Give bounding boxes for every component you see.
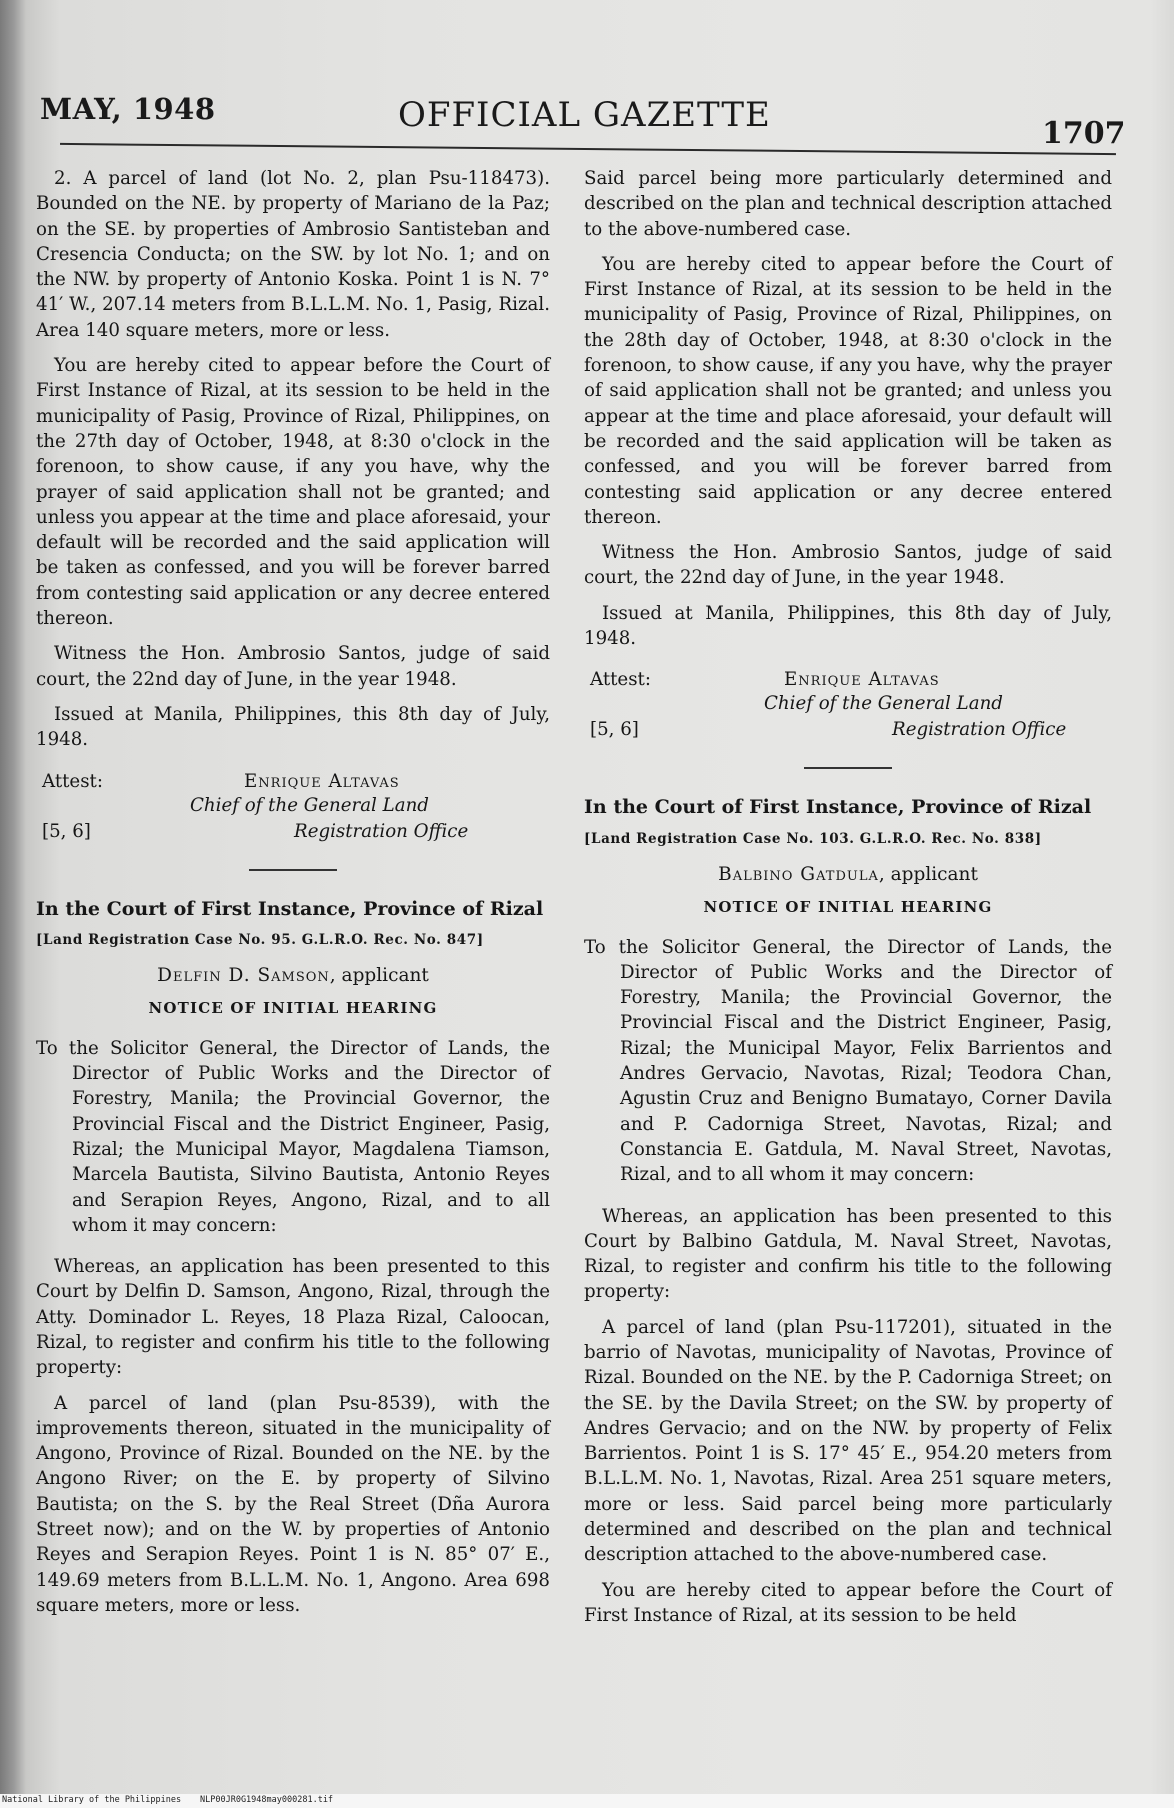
issue-date: MAY, 1948 <box>40 92 216 126</box>
applicant-line <box>584 862 1112 887</box>
library-credit: National Library of the Philippines <box>2 1795 182 1805</box>
property-paragraph: A parcel of land (plan Psu-8539), with the improvements thereon, situated in the municipality of Angono, Province of Rizal. Bounded on the NE. by the Angono River; on the E. by property of Silvino Bautista; on the S. by the Real Street (Dña Aurora Street now); and on the W. by properties of Antonio Reyes and Serapion Reyes. Point 1 is N. 85° 07′ E., 149.69 meters from B.L.L.M. No. 1, Angono. Area 698 square meters, more or less. <box>36 1392 550 1616</box>
left-column <box>36 166 550 1628</box>
case-line: [Land Registration Case No. 95. G.L.R.O. Rec. No. 847] <box>36 931 484 948</box>
issued-paragraph: Issued at Manila, Philippines, this 8th day of July, 1948. <box>584 602 1112 650</box>
notice-title: NOTICE OF INITIAL HEARING <box>148 999 438 1018</box>
applicant-name: Balbino Gatdula <box>718 863 879 885</box>
notice-title: NOTICE OF INITIAL HEARING <box>703 898 993 917</box>
attest-title-line2: Registration Office <box>892 719 1067 741</box>
page-number: 1707 <box>1042 116 1126 151</box>
applicant-name: Delfin D. Samson <box>157 965 330 987</box>
cited-paragraph: You are hereby cited to appear before the Court of First Instance of Rizal, at its session to be held in the municipality of Pasig, Province of Rizal, Philippines, on the 27th day of October, 1948, at 8:30 o'clock in the forenoon, to show cause, if any you have, why the prayer of said application shall not be granted; and unless you appear at the time and place aforesaid, your default will be recorded and the said application will be taken as confessed, and you will be forever barred from contesting said application or any decree entered thereon. <box>36 355 550 630</box>
scan-filename: NLP00JR0G1948may000281.tif <box>200 1795 334 1805</box>
attest-reference: [5, 6] <box>590 719 639 741</box>
right-column <box>584 166 1112 1638</box>
attest-signatory: Enrique Altavas <box>244 770 400 792</box>
court-heading: In the Court of First Instance, Province of Rizal <box>36 897 544 920</box>
issued-paragraph: Issued at Manila, Philippines, this 8th day of July, 1948. <box>36 703 550 751</box>
attest-reference: [5, 6] <box>42 820 91 842</box>
attest-title-line1: Chief of the General Land <box>764 693 1003 715</box>
cited-paragraph: You are hereby cited to appear before the Court of First Instance of Rizal, at its session to be held in the municipality of Pasig, Province of Rizal, Philippines, on the 28th day of October, 1948, at 8:30 o'clock in the forenoon, to show cause, if any you have, why the prayer of said application shall not be granted; and unless you appear at the time and place aforesaid, your default will be recorded and the said application will be taken as confessed, and you will be forever barred from contesting said application or any decree entered thereon. <box>584 253 1112 528</box>
section-divider <box>249 869 337 871</box>
applicant-suffix: , applicant <box>878 863 978 885</box>
applicant-suffix: , applicant <box>329 965 429 987</box>
attest-label: Attest: <box>42 770 103 792</box>
court-heading: In the Court of First Instance, Province of Rizal <box>584 796 1092 819</box>
applicant-line <box>36 963 550 988</box>
addressee-paragraph: To the Solicitor General, the Director of Lands, the Director of Public Works and the Director of Forestry, Manila; the Provincial Governor, the Provincial Fiscal and the District Engineer, Pasig, Rizal; the Municipal Mayor, Felix Barrientos and Andres Gervacio, Navotas, Rizal; Teodora Chan, Agustin Cruz and Benigno Bumatayo, Corner Davila and P. Cadorniga Street, Navotas, Rizal; and Constancia E. Gatdula, M. Naval Street, Navotas, Rizal, and to all whom it may concern: <box>584 936 1112 1186</box>
attest-title-line1: Chief of the General Land <box>190 794 429 816</box>
attest-title-line2: Registration Office <box>294 820 469 842</box>
parcel-paragraph: 2. A parcel of land (lot No. 2, plan Psu-118473). Bounded on the NE. by property of Mariano de la Paz; on the SE. by properties of Ambrosio Santisteban and Cresencia Conducta; on the SW. by lot No. 1; and on the NW. by property of Antonio Koska. Point 1 is N. 7° 41′ W., 207.14 meters from B.L.L.M. No. 1, Pasig, Rizal. Area 140 square meters, more or less. <box>36 168 550 341</box>
witness-paragraph: Witness the Hon. Ambrosio Santos, judge of said court, the 22nd day of June, in the year 1948. <box>36 643 550 690</box>
header-rule <box>60 143 1116 155</box>
whereas-paragraph: Whereas, an application has been presented to this Court by Balbino Gatdula, M. Naval Street, Navotas, Rizal, to register and confirm his title to the following property: <box>584 1205 1112 1303</box>
attest-block <box>584 667 1112 743</box>
described-paragraph: Said parcel being more particularly determined and described on the plan and technical description attached to the above-numbered case. <box>584 168 1112 240</box>
whereas-paragraph: Whereas, an application has been presented to this Court by Delfin D. Samson, Angono, Rizal, through the Atty. Dominador L. Reyes, 18 Plaza Rizal, Caloocan, Rizal, to register and confirm his title to the following property: <box>36 1256 550 1379</box>
publication-title: OFFICIAL GAZETTE <box>398 95 771 135</box>
section-divider <box>804 767 892 769</box>
property-paragraph: A parcel of land (plan Psu-117201), situated in the barrio of Navotas, municipality of Navotas, Province of Rizal. Bounded on the NE. by the P. Cadorniga Street; on the SE. by the Davila Street; on the SW. by property of Andres Gervacio; and on the NW. by property of Felix Barrientos. Point 1 is S. 17° 45′ E., 954.20 meters from B.L.L.M. No. 1, Navotas, Rizal. Area 251 square meters, more or less. Said parcel being more particularly determined and described on the plan and technical description attached to the above-numbered case. <box>584 1316 1112 1566</box>
cited-fragment: You are hereby cited to appear before the Court of First Instance of Rizal, at its session to be held <box>584 1579 1112 1626</box>
scan-footer <box>0 1794 1174 1808</box>
attest-block <box>36 769 550 845</box>
case-line: [Land Registration Case No. 103. G.L.R.O. Rec. No. 838] <box>584 830 1042 847</box>
witness-paragraph: Witness the Hon. Ambrosio Santos, judge of said court, the 22nd day of June, in the year 1948. <box>584 542 1112 589</box>
attest-signatory: Enrique Altavas <box>784 669 940 691</box>
attest-label: Attest: <box>590 669 651 691</box>
page-header <box>0 0 1174 160</box>
addressee-paragraph: To the Solicitor General, the Director of Lands, the Director of Public Works and the Director of Forestry, Manila; the Provincial Governor, the Provincial Fiscal and the District Engineer, Pasig, Rizal; the Municipal Mayor, Magdalena Tiamson, Marcela Bautista, Silvino Bautista, Antonio Reyes and Serapion Reyes, Angono, Rizal, and to all whom it may concern: <box>36 1037 550 1236</box>
